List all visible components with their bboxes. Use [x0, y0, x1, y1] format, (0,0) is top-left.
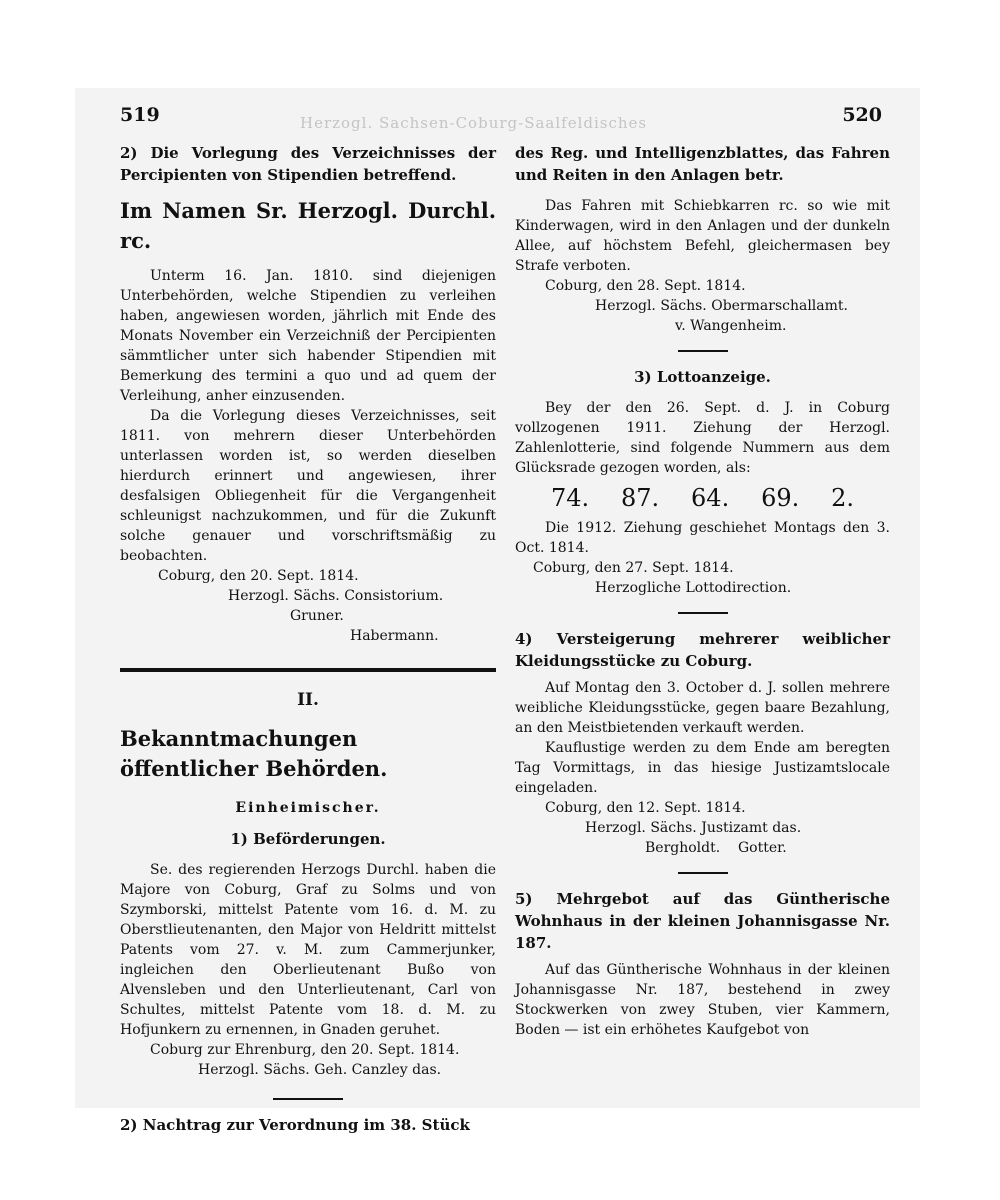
left-para-2: Da die Vorlegung dieses Verzeichnisses, seit 1811. von mehrern dieser Unterbehörden unterlassen worden ist, so werden dieselben hierdurch erinnert und angewiesen, ihrer desfalsigen Obliegenheit für die Vergangenheit schleunigst nachzukommen, und für die Zukunft solche genauer und vorschriftsmäßig zu beobachten.	[120, 408, 496, 564]
lotto-para: Bey der den 26. Sept. d. J. in Coburg vollzogenen 1911. Ziehung der Herzogl. Zahlenlotterie, sind folgende Nummern aus dem Glücksrade gezogen worden, als:	[515, 400, 890, 476]
section-divider	[120, 668, 496, 672]
item2b-heading: 2) Nachtrag zur Verordnung im 38. Stück	[120, 1116, 470, 1134]
cont-para: Das Fahren mit Schiebkarren rc. so wie mit Kinderwagen, wird in den Anlagen und der dunkeln Allee, auf höchstem Befehl, gleichermasen bey Strafe verboten.	[515, 198, 890, 274]
name-heading: Im Namen Sr. Herzogl. Durchl. rc.	[120, 198, 496, 253]
sub1-heading: 1) Beförderungen.	[230, 830, 386, 848]
auction-authority: Herzogl. Sächs. Justizamt das.	[585, 820, 802, 836]
lotto-number: 87.	[620, 484, 660, 512]
auction-place: Coburg, den 12. Sept. 1814.	[545, 800, 746, 816]
section-title: Bekanntmachungen öffentlicher Behörden.	[120, 726, 388, 781]
sub1-para: Se. des regierenden Herzogs Durchl. haben die Majore von Coburg, Graf zu Solms und von Szymborski, mittelst Patente vom 16. d. M. zu Oberstlieutenanten, den Major von Heldritt mittelst Patents vom 27. v. M. zum Cammerjunker, ingleichen den Oberlieutenant Bußo von Alvensleben und den Unterlieutenant, Carl von Schultes, mittelst Patente vom 18. d. M. zu Hofjunkern zu ernennen, in Gnaden geruhet.	[120, 862, 496, 1038]
page-number-left: 519	[120, 104, 160, 126]
cont-signer: v. Wangenheim.	[675, 318, 787, 334]
divider-short-1	[273, 1098, 343, 1100]
bid-para: Auf das Güntherische Wohnhaus in der kleinen Johannisgasse Nr. 187, bestehend in zwey Stockwerken von zwey Stuben, vier Kammern, Boden — ist ein erhöhetes Kaufgebot von	[515, 962, 890, 1038]
lotto-number: 74.	[550, 484, 590, 512]
sub1-place: Coburg zur Ehrenburg, den 20. Sept. 1814.	[150, 1042, 460, 1058]
divider-short-4	[678, 872, 728, 874]
page-number-right: 520	[842, 104, 882, 126]
left-para-1: Unterm 16. Jan. 1810. sind diejenigen Unterbehörden, welche Stipendien zu verleihen haben, angewiesen worden, jährlich mit Ende des Monats November ein Verzeichniß der Percipienten sämmtlicher unter sich habender Stipendien mit Bemerkung des termini a quo und ad quem der Verleihung, anher einzusenden.	[120, 268, 496, 404]
auction-heading: 4) Versteigerung mehrerer weiblicher Kleidungsstücke zu Coburg.	[515, 630, 890, 670]
item2-heading: 2) Die Vorlegung des Verzeichnisses der Percipienten von Stipendien betreffend.	[120, 144, 496, 184]
lotto-heading: 3) Lottoanzeige.	[634, 368, 771, 386]
auction-signers: Bergholdt. Gotter.	[645, 840, 787, 856]
lotto-number: 2.	[831, 484, 855, 512]
auction-para-1: Auf Montag den 3. October d. J. sollen mehrere weibliche Kleidungsstücke, gegen baare Bezahlung, an den Meistbietenden verkauft werden.	[515, 680, 890, 736]
lotto-place: Coburg, den 27. Sept. 1814.	[533, 560, 734, 576]
left-signer-1: Gruner.	[290, 608, 344, 624]
lotto-next: Die 1912. Ziehung geschiehet Montags den 3. Oct. 1814.	[515, 520, 890, 556]
lotto-number: 64.	[691, 484, 730, 512]
subsection-title: Einheimischer.	[235, 800, 381, 816]
cont-authority: Herzogl. Sächs. Obermarschallamt.	[595, 298, 848, 314]
running-head: Herzogl. Sachsen-Coburg-Saalfeldisches	[300, 114, 648, 132]
divider-short-3	[678, 612, 728, 614]
right-column	[515, 142, 890, 1040]
sub1-authority: Herzogl. Sächs. Geh. Canzley das.	[198, 1062, 442, 1078]
bid-heading: 5) Mehrgebot auf das Güntherische Wohnhaus in der kleinen Johannisgasse Nr. 187.	[515, 890, 890, 952]
auction-para-2: Kauflustige werden zu dem Ende am beregten Tag Vormittags, in das hiesige Justizamtslocale eingeladen.	[515, 740, 890, 796]
left-column	[120, 142, 496, 1136]
divider-short-2	[678, 350, 728, 352]
left-authority: Herzogl. Sächs. Consistorium.	[228, 588, 444, 604]
cont-heading: des Reg. und Intelligenzblattes, das Fahren und Reiten in den Anlagen betr.	[515, 144, 890, 184]
section-number: II.	[297, 690, 319, 710]
cont-place: Coburg, den 28. Sept. 1814.	[545, 278, 746, 294]
lotto-authority: Herzogliche Lottodirection.	[595, 580, 792, 596]
lotto-number: 69.	[761, 484, 800, 512]
left-signer-2: Habermann.	[350, 628, 439, 644]
left-place-date: Coburg, den 20. Sept. 1814.	[158, 568, 359, 584]
lotto-numbers	[535, 480, 870, 516]
